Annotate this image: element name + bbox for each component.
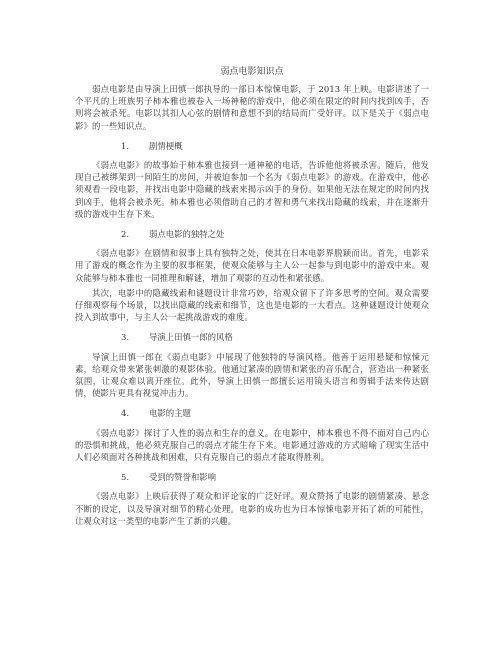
section-heading-text: 受到的赞誉和影响 (149, 472, 216, 483)
section-heading-5 (75, 471, 429, 483)
section-number: 3. (121, 332, 129, 343)
section-heading-text: 电影的主题 (149, 408, 191, 419)
section-4-paragraph-1: 《弱点电影》探讨了人性的弱点和生存的意义。在电影中，柿本雅也不得不面对自己内心的恐惧和挑战，他必须克服自己的弱点才能生存下来。电影通过游戏的方式暗喻了现实生活中人们必须面对各种挑战和困难，只有克服自己的弱点才能取得胜利。 (75, 427, 429, 463)
section-number: 2. (121, 229, 129, 240)
intro-paragraph: 弱点电影是由导演上田慎一郎执导的一部日本惊悚电影，于 2013 年上映。电影讲述了一个平凡的上班族男子柿本雅也被卷入一场神秘的游戏中，他必须在限定的时间内找到凶手，否则将会被杀死。电影以其扣人心弦的剧情和意想不到的结局而广受好评。以下是关于《弱点电影》的一些知识点。 (75, 84, 429, 131)
section-heading-4 (75, 407, 429, 419)
document-title: 弱点电影知识点 (220, 67, 284, 77)
section-2-paragraph-2: 其次，电影中的隐藏线索和谜题设计非常巧妙，给观众留下了许多思考的空间。观众需要仔细观察每个场景，以找出隐藏的线索和细节，这也是电影的一大看点。这种谜题设计使观众投入到故事中，与主人公一起挑战游戏的难度。 (75, 287, 429, 323)
section-heading-1 (75, 140, 429, 152)
section-heading-text: 导演上田慎一郎的风格 (149, 332, 233, 343)
section-2-paragraph-1: 《弱点电影》在剧情和叙事上具有独特之处，使其在日本电影界脱颖而出。首先，电影采用了游戏的概念作为主要的叙事框架，使观众能够与主人公一起参与到电影中的游戏中来。观众能够与柿本雅也一同推理和解谜，增加了观影的互动性和紧张感。 (75, 248, 429, 283)
section-heading-2 (75, 228, 429, 240)
section-heading-text: 剧情梗概 (149, 140, 183, 151)
document-page (75, 66, 429, 530)
section-number: 4. (121, 408, 129, 419)
section-heading-3 (75, 331, 429, 343)
section-1-paragraph-1: 《弱点电影》的故事始于柿本雅也接到一通神秘的电话，告诉他他将被杀害。随后，他发现自己被绑架到一间陌生的房间，并被迫参加一个名为《弱点电影》的游戏。在游戏中，他必须观看一段电影，并找出电影中隐藏的线索来揭示凶手的身份。如果他无法在规定的时间内找到凶手，他将会被杀死。柿本雅也必须借助自己的才智和勇气来找出隐藏的线索，并在逐渐升级的游戏中生存下来。 (75, 160, 429, 219)
section-number: 5. (121, 472, 129, 483)
section-number: 1. (121, 140, 129, 151)
section-3-paragraph-1: 导演上田慎一郎在《弱点电影》中展现了他独特的导演风格。他善于运用悬疑和惊悚元素，给观众带来紧张刺激的观影体验。他通过紧凑的剧情和紧张的音乐配合，营造出一种紧张氛围，让观众难以离开座位。此外，导演上田慎一郎擅长运用镜头语言和剪辑手法来传达剧情，使影片更具有视觉冲击力。 (75, 351, 429, 399)
section-heading-text: 弱点电影的独特之处 (149, 229, 225, 240)
section-5-paragraph-1: 《弱点电影》上映后获得了观众和评论家的广泛好评。观众赞扬了电影的剧情紧凑、悬念不断的设定，以及导演对细节的精心处理。电影的成功也为日本惊悚电影开拓了新的可能性，让观众对这一类型的电影产生了新的兴趣。 (75, 491, 429, 526)
